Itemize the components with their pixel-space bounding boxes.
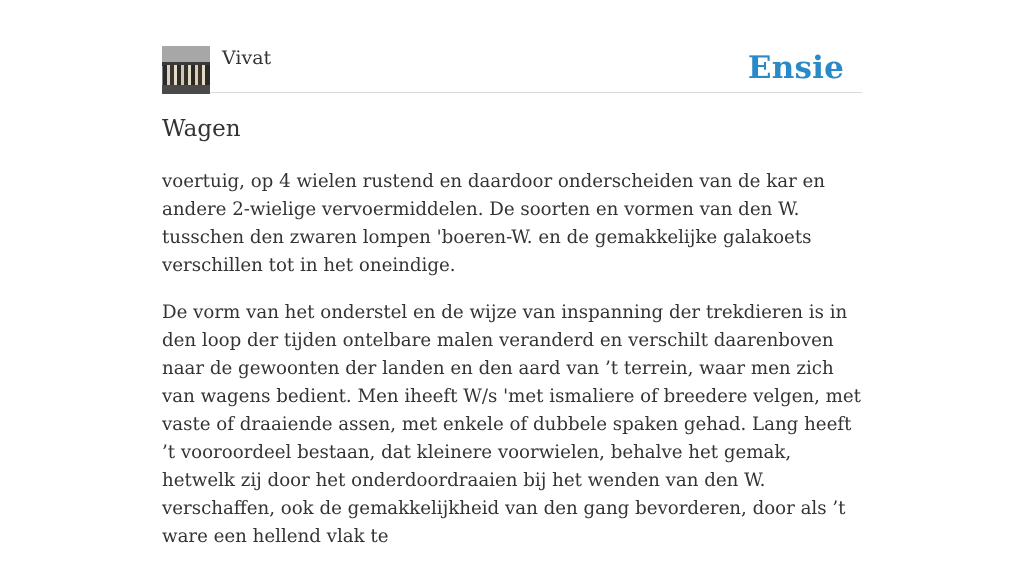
site-header (162, 46, 862, 93)
article-title: Wagen (162, 116, 241, 142)
article-paragraph: De vorm van het onderstel en de wijze van inspanning der trekdieren is in den loop der tijden ontelbare malen veranderd en verschilt daarenboven naar de gewoonten der landen en den aard van ’t terrein, waar men zich van wagens bedient. Men iheeft W/s 'met ismaliere of breedere velgen, met vaste of draaiende assen, met enkele of dubbele spaken gehad. Lang heeft ’t vooroordeel bestaan, dat kleinere voorwielen, behalve het gemak, hetwelk zij door het onderdoordraaien bij het wenden van den W. verschaffen, ook de gemakkelijkheid van den gang bevorderen, door als ’t ware een hellend vlak te (162, 302, 861, 547)
ensie-logo[interactable]: Ensie (747, 50, 844, 86)
collection-avatar[interactable] (162, 46, 210, 94)
article-body (162, 168, 862, 570)
article-paragraph: voertuig, op 4 wielen rustend en daardoor onderscheiden van de kar en andere 2-wielige vervoermiddelen. De soorten en vormen van den W. tusschen den zwaren lompen 'boeren-W. en de gemakkelijke galakoets verschillen tot in het oneindige. (162, 171, 826, 276)
collection-name-link[interactable]: Vivat (222, 47, 272, 69)
book-spines-icon (162, 46, 210, 94)
